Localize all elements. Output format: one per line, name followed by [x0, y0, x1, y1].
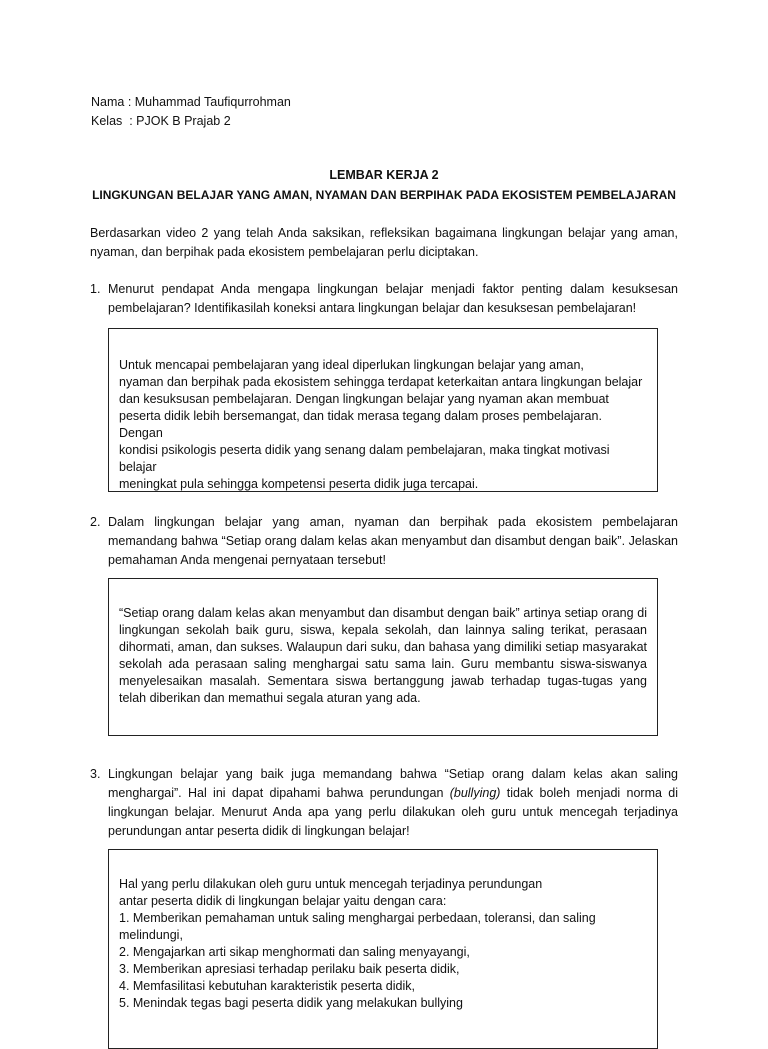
- student-identity: [91, 94, 291, 132]
- answer-line: 3. Memberikan apresiasi terhadap perilaku baik peserta didik,: [119, 962, 460, 976]
- answer-box-3: [108, 849, 658, 1049]
- question-text: Menurut pendapat Anda mengapa lingkungan belajar menjadi faktor penting dalam kesuksesan pembelajaran? Identifikasilah koneksi antara lingkungan belajar dan kesuksesan pembelajaran!: [108, 282, 678, 315]
- answer-box-2: [108, 578, 658, 736]
- student-name: Nama : Muhammad Taufiqurrohman: [91, 95, 291, 109]
- question-1: [90, 280, 678, 318]
- answer-line: 4. Memfasilitasi kebutuhan karakteristik peserta didik,: [119, 979, 415, 993]
- question-text-italic: (bullying): [449, 786, 501, 800]
- answer-line: meningkat pula sehingga kompetensi peserta didik juga tercapai.: [119, 477, 479, 491]
- student-class: Kelas : PJOK B Prajab 2: [91, 114, 231, 128]
- answer-line: dan kesuksusan pembelajaran. Dengan lingkungan belajar yang nyaman akan membuat: [119, 392, 609, 406]
- question-number: 1.: [90, 282, 101, 296]
- worksheet-header: [90, 167, 678, 207]
- answer-line: 5. Menindak tegas bagi peserta didik yang melakukan bullying: [119, 996, 463, 1010]
- answer-line: 2. Mengajarkan arti sikap menghormati dan saling menyayangi,: [119, 945, 470, 959]
- answer-line: melindungi,: [119, 928, 183, 942]
- question-text-part: Lingkungan belajar yang baik juga memandang bahwa “Setiap orang dalam kelas akan saling menghargai”. Hal ini dapat dipahami bahwa perundungan: [108, 767, 678, 800]
- question-3: [90, 765, 678, 841]
- worksheet-title: LEMBAR KERJA 2: [329, 168, 439, 182]
- answer-line: Hal yang perlu dilakukan oleh guru untuk mencegah terjadinya perundungan: [119, 877, 543, 891]
- question-number: 3.: [90, 767, 101, 781]
- answer-line: kondisi psikologis peserta didik yang senang dalam pembelajaran, maka tingkat motivasi belajar: [119, 443, 610, 474]
- answer-line: antar peserta didik di lingkungan belajar yaitu dengan cara:: [119, 894, 447, 908]
- answer-text: “Setiap orang dalam kelas akan menyambut dan disambut dengan baik” artinya setiap orang di lingkungan sekolah baik guru, siswa, kepala sekolah, dan lainnya saling terikat, perasaan dihormati, aman, dan sukses. Walaupun dari suku, dan bahasa yang dimiliki setiap masyarakat sekolah ada perasaan saling menghargai satu sama lain. Guru membantu siswa-siswanya menyelesaikan masalah. Sementara siswa bertanggung jawab terhadap tugas-tugas yang telah diberikan dan memathui segala aturan yang ada.: [119, 606, 647, 705]
- answer-line: Untuk mencapai pembelajaran yang ideal diperlukan lingkungan belajar yang aman,: [119, 358, 584, 372]
- question-text: [108, 765, 678, 841]
- question-2: [90, 513, 678, 570]
- question-text-part: tidak boleh menjadi norma di lingkungan belajar. Menurut Anda apa yang perlu dilakukan oleh guru untuk mencegah terjadinya perundungan antar peserta didik di lingkungan belajar!: [108, 786, 678, 838]
- intro-paragraph: Berdasarkan video 2 yang telah Anda saksikan, refleksikan bagaimana lingkungan belajar yang aman, nyaman, dan berpihak pada ekosistem pembelajaran perlu diciptakan.: [90, 226, 678, 259]
- answer-line: peserta didik lebih bersemangat, dan tidak merasa tegang dalam proses pembelajaran. Dengan: [119, 409, 602, 440]
- answer-line: nyaman dan berpihak pada ekosistem sehingga terdapat keterkaitan antara lingkungan belajar: [119, 375, 643, 389]
- worksheet-subtitle: LINGKUNGAN BELAJAR YANG AMAN, NYAMAN DAN BERPIHAK PADA EKOSISTEM PEMBELAJARAN: [92, 188, 676, 202]
- answer-box-1: [108, 328, 658, 492]
- question-text: Dalam lingkungan belajar yang aman, nyaman dan berpihak pada ekosistem pembelajaran memandang bahwa “Setiap orang dalam kelas akan menyambut dan disambut dengan baik”. Jelaskan pemahaman Anda mengenai pernyataan tersebut!: [108, 515, 678, 567]
- answer-line: 1. Memberikan pemahaman untuk saling menghargai perbedaan, toleransi, dan saling: [119, 911, 596, 925]
- question-number: 2.: [90, 515, 101, 529]
